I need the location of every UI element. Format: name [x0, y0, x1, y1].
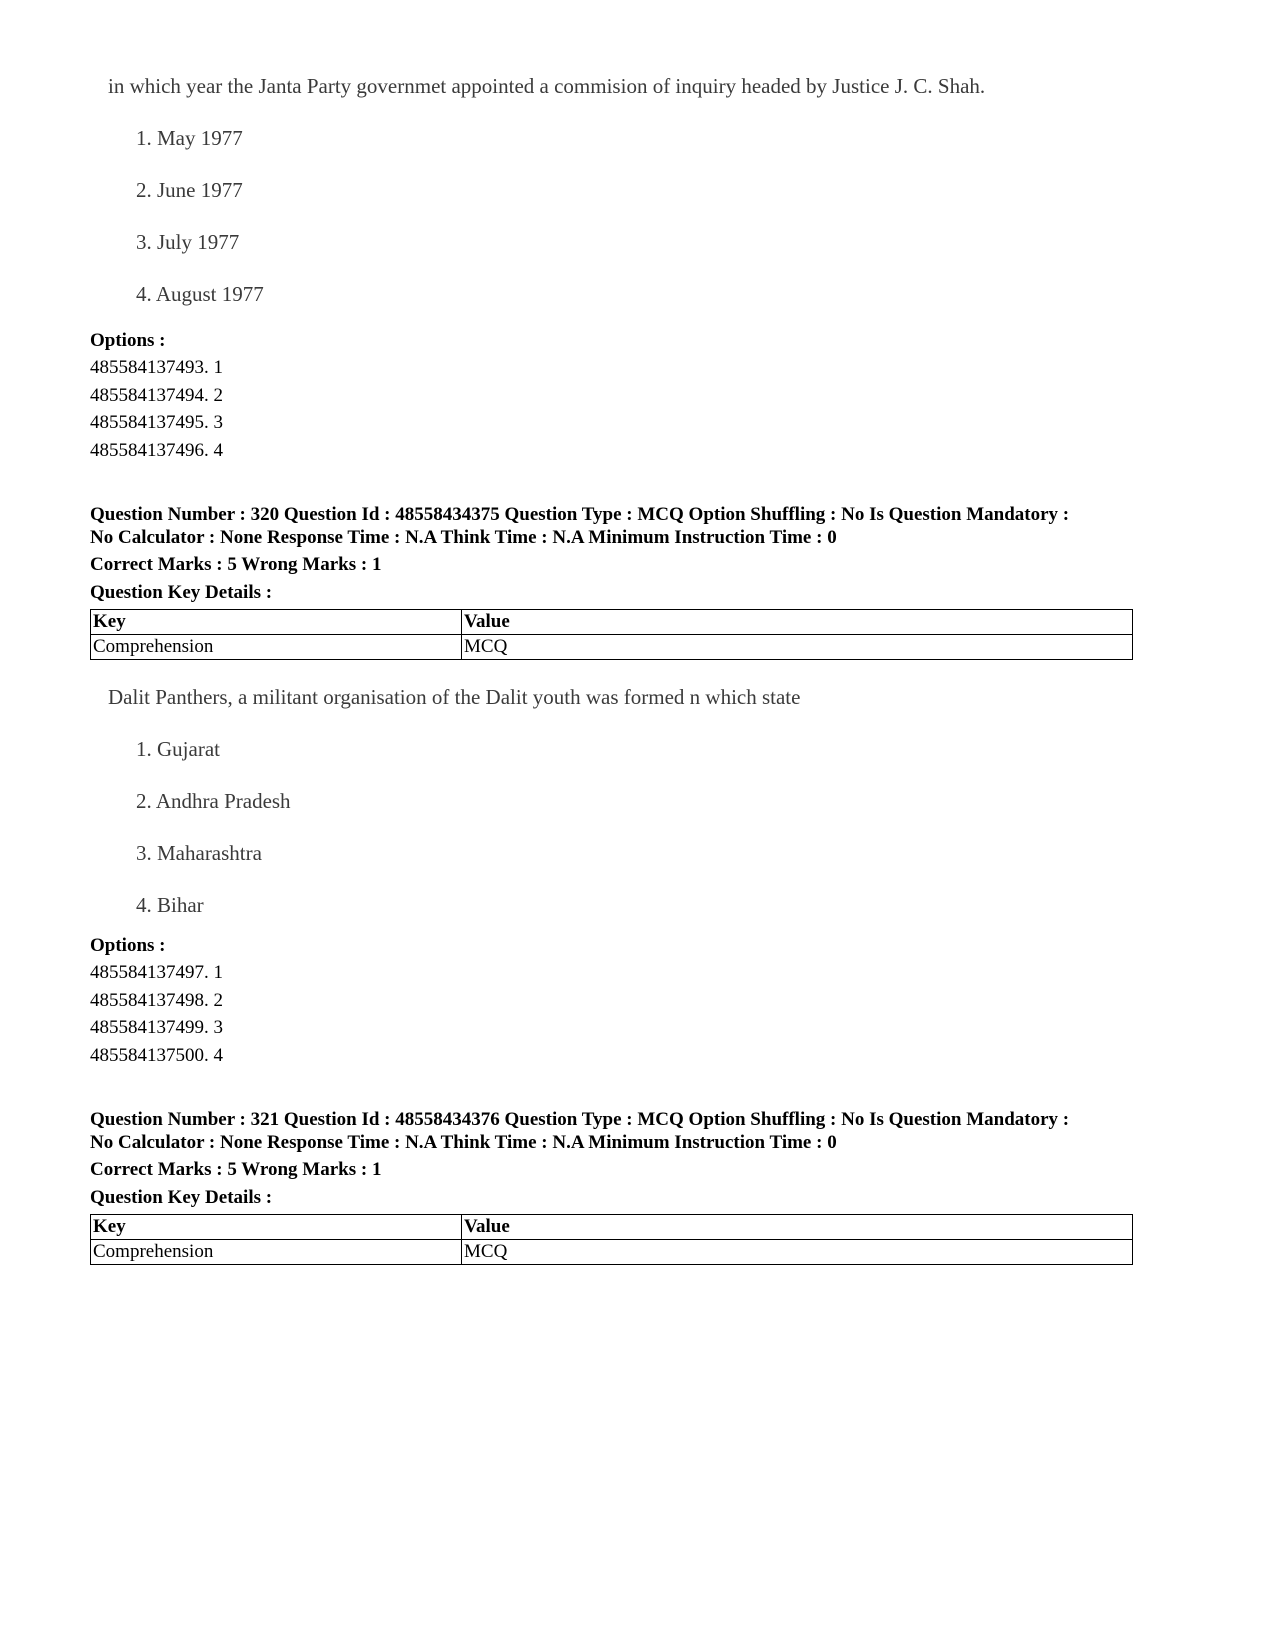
question-text: in which year the Janta Party governmet appointed a commision of inquiry headed by Justice J. C. Shah. [108, 74, 986, 98]
table-header-key: Key [91, 610, 462, 635]
choice-item: 1. Gujarat [136, 737, 220, 761]
question-meta-line2: No Calculator : None Response Time : N.A Think Time : N.A Minimum Instruction Time : 0 [90, 1132, 837, 1153]
choice-item: 3. Maharashtra [136, 841, 262, 865]
choice-item: 2. June 1977 [136, 178, 243, 202]
choice-item: 1. May 1977 [136, 126, 243, 150]
option-line: 485584137498. 2 [90, 990, 223, 1011]
table-header-value: Value [462, 610, 1133, 635]
table-header-row [91, 610, 1133, 635]
option-line: 485584137493. 1 [90, 357, 223, 378]
option-line: 485584137496. 4 [90, 440, 223, 461]
options-label: Options : [90, 330, 166, 351]
table-header-row [91, 1215, 1133, 1240]
key-details-table [90, 1214, 1133, 1265]
key-details-label: Question Key Details : [90, 582, 273, 603]
question-meta-line1: Question Number : 321 Question Id : 48558434376 Question Type : MCQ Option Shuffling : No Is Question Mandatory : [90, 1109, 1070, 1130]
option-line: 485584137494. 2 [90, 385, 223, 406]
table-header-value: Value [462, 1215, 1133, 1240]
table-cell-value: MCQ [462, 1240, 1133, 1265]
marks-line: Correct Marks : 5 Wrong Marks : 1 [90, 554, 382, 575]
question-text: Dalit Panthers, a militant organisation of the Dalit youth was formed n which state [108, 685, 801, 709]
choice-item: 4. Bihar [136, 893, 204, 917]
options-label: Options : [90, 935, 166, 956]
table-row [91, 635, 1133, 660]
key-details-label: Question Key Details : [90, 1187, 273, 1208]
option-line: 485584137499. 3 [90, 1017, 223, 1038]
key-details-table [90, 609, 1133, 660]
table-cell-value: MCQ [462, 635, 1133, 660]
option-line: 485584137495. 3 [90, 412, 223, 433]
question-meta-line2: No Calculator : None Response Time : N.A Think Time : N.A Minimum Instruction Time : 0 [90, 527, 837, 548]
marks-line: Correct Marks : 5 Wrong Marks : 1 [90, 1159, 382, 1180]
choice-item: 2. Andhra Pradesh [136, 789, 291, 813]
table-row [91, 1240, 1133, 1265]
question-meta-line1: Question Number : 320 Question Id : 48558434375 Question Type : MCQ Option Shuffling : No Is Question Mandatory : [90, 504, 1070, 525]
table-header-key: Key [91, 1215, 462, 1240]
option-line: 485584137497. 1 [90, 962, 223, 983]
option-line: 485584137500. 4 [90, 1045, 223, 1066]
choice-item: 4. August 1977 [136, 282, 264, 306]
table-cell-key: Comprehension [91, 635, 462, 660]
table-cell-key: Comprehension [91, 1240, 462, 1265]
choice-item: 3. July 1977 [136, 230, 240, 254]
